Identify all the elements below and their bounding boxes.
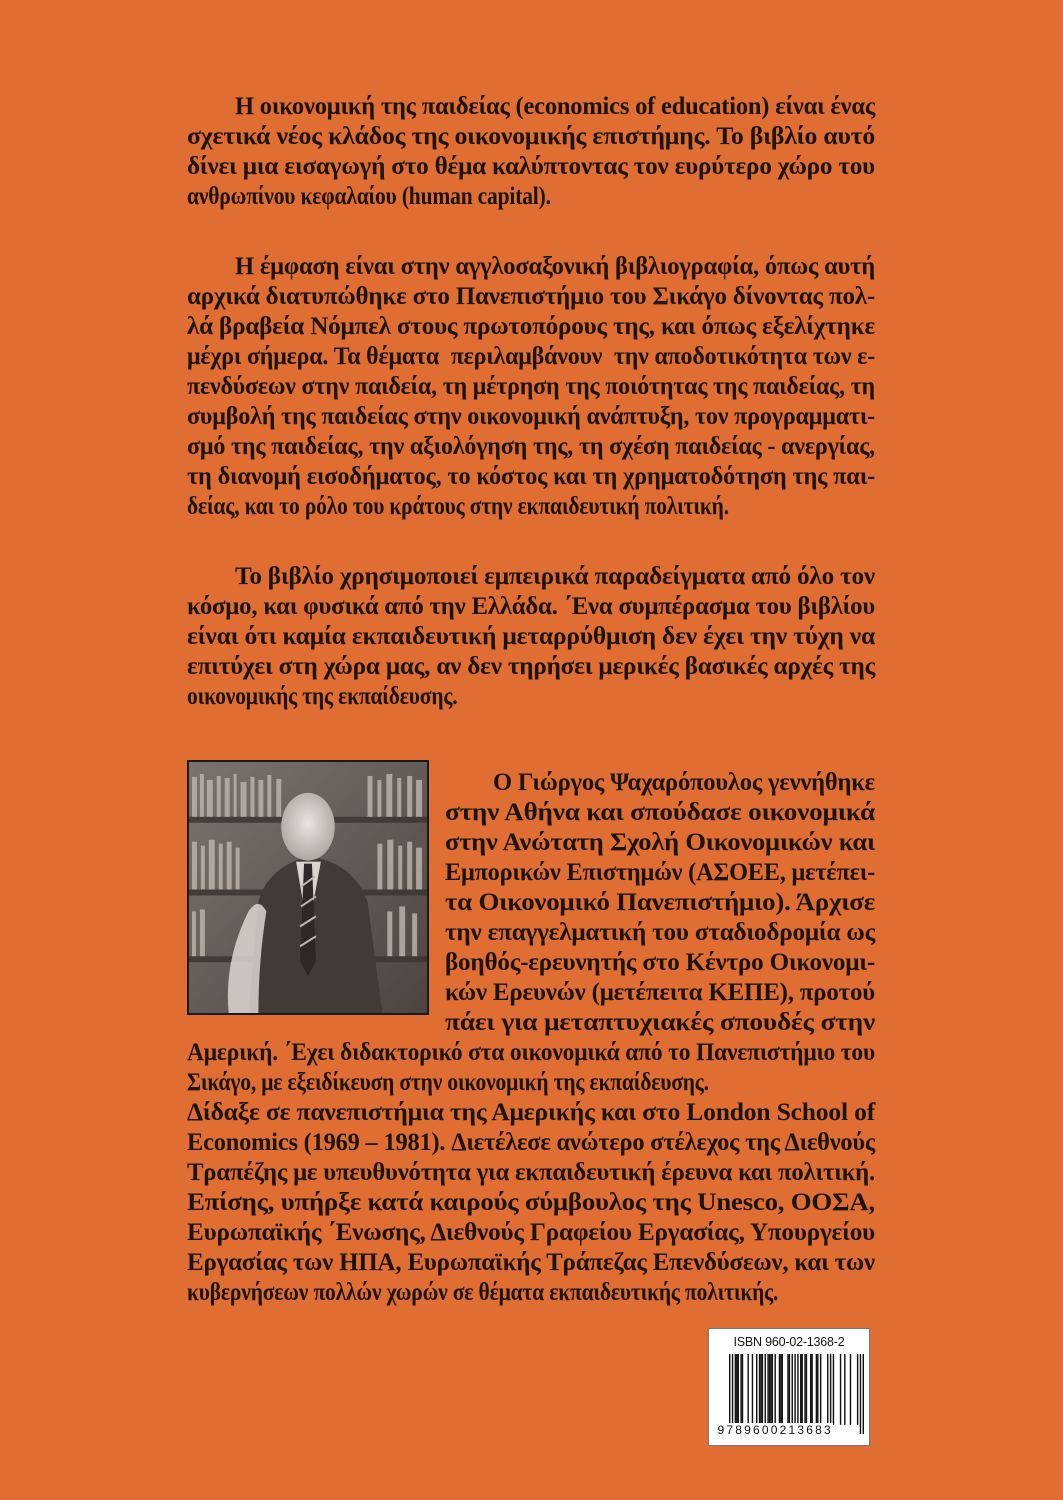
barcode-bar: [772, 1354, 773, 1425]
text-line: [235, 252, 875, 282]
barcode-bar: [765, 1354, 766, 1425]
barcode-digits-text: 9789600213683: [717, 1423, 833, 1437]
text-line: [445, 1008, 875, 1038]
text-line: [187, 152, 875, 182]
text-line-content: σχετικά νέος κλάδος της οικονομικής επιστήμης. Το βιβλίο αυτό: [187, 123, 876, 150]
text-line-content: επιτύχει στη χώρα μας, αν δεν τηρήσει μερικές βασικές αρχές της: [187, 653, 876, 680]
barcode-bar: [801, 1354, 802, 1425]
barcode-bar: [787, 1354, 788, 1425]
text-line-content: κυβερνήσεων πολλών χωρών σε θέματα εκπαιδευτικής πολιτικής.: [187, 1279, 779, 1306]
text-line: [187, 342, 875, 372]
text-line: [493, 768, 875, 798]
barcode-bar: [736, 1354, 737, 1425]
text-line-content: Τραπέζης με υπευθυνότητα για εκπαιδευτική έρευνα και πολιτική.: [187, 1159, 876, 1186]
text-line-content: Ο Γιώργος Ψαχαρόπουλος γεννήθηκε: [493, 769, 875, 796]
barcode-bar: [774, 1354, 775, 1425]
text-line-content: στην Αθήνα και σπούδασε οικονομικά: [445, 799, 875, 826]
text-line-content: την επαγγελματική του σταδιοδρομία ως: [445, 919, 875, 946]
text-line-content: Η οικονομική της παιδείας (economics of education) είναι ένας: [235, 93, 876, 120]
barcode-bar: [780, 1354, 781, 1425]
barcode-bar: [742, 1354, 743, 1425]
text-line: [187, 182, 875, 212]
barcode-bar: [860, 1354, 861, 1434]
text-line-content: Το βιβλίο χρησιμοποιεί εμπειρικά παραδείγματα από όλο τον: [235, 563, 875, 590]
barcode-bar: [857, 1354, 858, 1425]
barcode-bar: [840, 1354, 841, 1425]
text-line: [187, 1068, 875, 1098]
barcode-bar: [732, 1354, 733, 1434]
barcode-bar: [767, 1354, 768, 1425]
text-line: [187, 282, 875, 312]
barcode-bar: [770, 1354, 771, 1425]
text-line-content: Η έμφαση είναι στην αγγλοσαξονική βιβλιογραφία, όπως αυτή: [235, 253, 875, 280]
text-line-content: κόσμο, και φυσικά από την Ελλάδα. ΄Ενα συμπέρασμα του βιβλίου: [187, 593, 875, 620]
text-line: [187, 432, 875, 462]
text-line: [187, 592, 875, 622]
text-line-content: κών Ερευνών (μετέπειτα ΚΕΠΕ), προτού: [445, 979, 875, 1006]
barcode-bar: [782, 1354, 783, 1425]
text-line-content: αρχικά διατυπώθηκε στο Πανεπιστήμιο του Σικάγο δίνοντας πολ-: [187, 283, 875, 310]
text-line-content: σμό της παιδείας, την αξιολόγηση της, τη σχέση παιδείας - ανεργίας,: [187, 433, 875, 460]
text-line-content: Εργασίας των ΗΠΑ, Ευρωπαϊκής Τράπεζας Επενδύσεων, και των: [187, 1249, 875, 1276]
barcode-bar: [797, 1354, 798, 1434]
barcode-bar: [762, 1354, 763, 1425]
barcode-bar: [779, 1354, 780, 1425]
text-line: [445, 798, 875, 828]
text-line-content: Σικάγο, με εξειδίκευση στην οικονομική της εκπαίδευσης.: [187, 1069, 709, 1096]
text-line-content: δίνει μια εισαγωγή στο θέμα καλύπτοντας τον ευρύτερο χώρο του: [187, 153, 876, 180]
barcode-bar: [827, 1354, 828, 1425]
text-line-content: πάει για μεταπτυχιακές σπουδές στην: [445, 1009, 876, 1036]
text-line-content: Ευρωπαϊκής ΄Ενωσης, Διεθνούς Γραφείου Εργασίας, Υπουργείου: [187, 1219, 876, 1246]
barcode-bar: [752, 1354, 753, 1425]
barcode-bar: [820, 1354, 821, 1425]
text-line: [187, 652, 875, 682]
text-line-content: δείας, και το ρόλο του κράτους στην εκπαιδευτική πολιτική.: [187, 493, 729, 520]
text-line: [187, 1158, 875, 1188]
text-line-content: Economics (1969 – 1981). Διετέλεσε ανώτερο στέλεχος της Διεθνούς: [187, 1129, 876, 1156]
text-line-content: Επίσης, υπήρξε κατά καιρούς σύμβουλος της Unesco, ΟΟΣΑ,: [187, 1189, 876, 1216]
barcode-bar: [740, 1354, 741, 1425]
barcode-bar: [756, 1354, 757, 1425]
barcode-bar: [850, 1354, 851, 1425]
text-line-content: βοηθός-ερευνητής στο Κέντρο Οικονομι-: [445, 949, 876, 976]
text-line: [235, 562, 875, 592]
text-line-content: τα Οικονομικό Πανεπιστήμιο). Άρχισε: [445, 889, 875, 916]
text-line: [445, 858, 875, 888]
barcode-bar: [863, 1354, 864, 1434]
text-line-content: Εμπορικών Επιστημών (ΑΣΟΕΕ, μετέπει-: [445, 859, 876, 886]
text-line-content: Δίδαξε σε πανεπιστήμια της Αμερικής και στο London School of: [187, 1099, 876, 1126]
barcode-bar: [789, 1354, 790, 1425]
text-line: [445, 978, 875, 1008]
barcode-bar: [833, 1354, 834, 1425]
barcode-bar: [800, 1354, 801, 1425]
barcode-bar: [806, 1354, 807, 1425]
text-line-content: μέχρι σήμερα. Τα θέματα περιλαμβάνουν την αποδοτικότητα των ε-: [187, 343, 876, 370]
text-line: [187, 1278, 875, 1308]
barcode-bar: [747, 1354, 748, 1425]
barcode-bar: [760, 1354, 761, 1425]
barcode-bar: [729, 1354, 730, 1434]
text-line: [235, 92, 875, 122]
author-photo: [187, 760, 429, 1015]
barcode-bar: [804, 1354, 805, 1425]
text-line: [187, 1038, 875, 1068]
barcode-bar: [792, 1354, 793, 1425]
text-line: [187, 1218, 875, 1248]
text-line-content: στην Ανώτατη Σχολή Οικονομικών και: [445, 829, 875, 856]
barcode-bar: [844, 1354, 845, 1425]
isbn-number: ISBN 960-02-1368-2: [733, 1335, 845, 1349]
text-line: [187, 492, 875, 522]
barcode-bar: [738, 1354, 739, 1425]
barcode-digits: [717, 1423, 863, 1437]
text-line-content: Αμερική. ΄Εχει διδακτορικό στα οικονομικά από το Πανεπιστήμιο του: [187, 1039, 876, 1066]
text-line-content: ανθρωπίνου κεφαλαίου (human capital).: [187, 183, 551, 210]
barcode-bar: [735, 1354, 736, 1425]
barcode-bar: [794, 1354, 795, 1434]
barcode-bar: [816, 1354, 817, 1425]
text-line-content: συμβολή της παιδείας στην οικονομική ανάπτυξη, τον προγραμματι-: [187, 403, 876, 430]
text-line: [187, 462, 875, 492]
text-line: [445, 828, 875, 858]
barcode-icon: [729, 1354, 864, 1434]
text-line-content: είναι ότι καμία εκπαιδευτική μεταρρύθμιση δεν έχει την τύχη να: [187, 623, 876, 650]
isbn-barcode-label: [708, 1328, 870, 1446]
text-line-content: τη διανομή εισοδήματος, το κόστος και τη χρηματοδότηση της παι-: [187, 463, 876, 490]
text-line-content: λά βραβεία Νόμπελ στους πρωτοπόρους της, και όπως εξελίχτηκε: [187, 313, 875, 340]
author-portrait-image: [189, 762, 427, 1013]
text-line: [187, 1248, 875, 1278]
text-line: [187, 682, 875, 712]
text-line: [187, 1188, 875, 1218]
text-line: [445, 888, 875, 918]
text-line: [187, 402, 875, 432]
barcode-bar: [830, 1354, 831, 1425]
text-line: [187, 1098, 875, 1128]
barcode-bar: [810, 1354, 811, 1425]
text-line: [187, 622, 875, 652]
barcode-bar: [769, 1354, 770, 1425]
barcode-bar: [811, 1354, 812, 1425]
text-line: [187, 312, 875, 342]
text-line: [187, 372, 875, 402]
text-line: [445, 918, 875, 948]
barcode-bar: [759, 1354, 760, 1425]
text-line-content: πενδύσεων στην παιδεία, τη μέτρηση της ποιότητας της παιδείας, τη: [187, 373, 875, 400]
text-line: [187, 122, 875, 152]
text-line: [187, 1128, 875, 1158]
text-line-content: οικονομικής της εκπαίδευσης.: [187, 683, 458, 710]
barcode-bar: [817, 1354, 818, 1425]
text-line: [445, 948, 875, 978]
